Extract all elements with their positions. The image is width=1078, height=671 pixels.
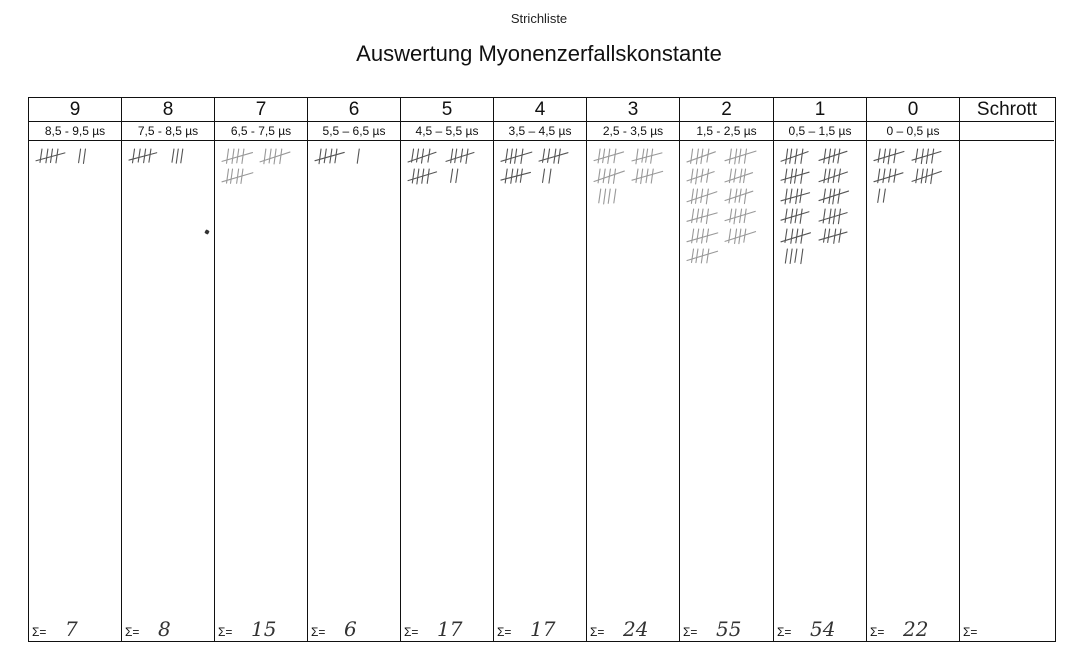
tally-svg [867, 141, 959, 619]
tally-stroke [829, 209, 831, 224]
column-0 [867, 98, 960, 641]
tally-stroke [824, 169, 826, 183]
tally-marks [587, 141, 679, 619]
sum-row [867, 619, 959, 641]
tally-stroke [176, 149, 178, 163]
column-range: 0 – 0,5 µs [867, 122, 959, 141]
tally-group-five [501, 149, 532, 163]
tally-stroke [701, 189, 703, 202]
tally-group-five [819, 229, 847, 243]
tally-slash [781, 152, 808, 162]
tally-stroke [785, 189, 787, 204]
tally-stroke [227, 149, 229, 163]
tally-stroke [50, 149, 52, 163]
tally-stroke [735, 229, 737, 244]
tally-stroke [412, 169, 414, 183]
sum-value: 54 [810, 617, 836, 641]
tally-svg [308, 141, 400, 619]
tally-stroke [548, 149, 550, 162]
column-3 [587, 98, 680, 641]
tally-stroke [427, 169, 429, 183]
tally-stroke [451, 169, 453, 182]
column-5 [401, 98, 494, 641]
column-range: 3,5 – 4,5 µs [494, 122, 586, 141]
tally-stroke [801, 169, 803, 183]
tally-group-partial [599, 189, 616, 204]
tally-group-five [594, 169, 624, 183]
tally-stroke [791, 209, 793, 223]
tally-stroke [237, 149, 239, 163]
tally-stroke [506, 149, 508, 163]
tally-stroke [520, 169, 522, 182]
column-number: 0 [867, 98, 959, 122]
column-1 [774, 98, 867, 641]
sum-value: 22 [903, 617, 929, 641]
tally-stroke [883, 169, 885, 183]
sum-row [960, 619, 1054, 641]
column-range: 6,5 - 7,5 µs [215, 122, 307, 141]
tally-slash [501, 172, 530, 180]
tally-stroke [692, 249, 694, 262]
tally-group-partial [357, 149, 359, 163]
tally-group-five [632, 169, 663, 184]
tally-stroke [883, 189, 885, 202]
tally-slash [781, 212, 809, 220]
column-9 [29, 98, 122, 641]
tally-group-five [222, 149, 252, 163]
column-number: 4 [494, 98, 586, 122]
tally-stroke [796, 229, 798, 243]
tally-stroke [691, 189, 693, 203]
tally-marks [401, 141, 493, 619]
sum-value: 8 [158, 617, 171, 641]
tally-stroke [878, 149, 880, 162]
tally-marks [774, 141, 866, 619]
tally-group-partial [451, 169, 458, 183]
tally-group-partial [79, 149, 86, 163]
column-range: 7,5 - 8,5 µs [122, 122, 214, 141]
tally-stroke [613, 169, 615, 183]
tally-group-five [725, 189, 753, 204]
sum-row [774, 619, 866, 641]
tally-stroke [785, 249, 787, 263]
tally-stroke [696, 169, 698, 184]
tally-stroke [883, 149, 885, 163]
tally-stroke [828, 229, 830, 243]
tally-svg [960, 141, 1054, 619]
tally-group-five [874, 149, 904, 164]
column-number: 9 [29, 98, 121, 122]
tally-stroke [242, 149, 244, 163]
tally-stroke [932, 149, 934, 163]
tally-stroke [916, 149, 918, 162]
tally-stroke [636, 169, 638, 183]
tally-stroke [691, 169, 693, 183]
column-number: 8 [122, 98, 214, 122]
column-6 [308, 98, 401, 641]
tally-slash [819, 232, 847, 240]
tally-group-five [781, 149, 808, 164]
tally-marks [494, 141, 586, 619]
tally-slash [687, 172, 714, 181]
tally-svg [680, 141, 773, 619]
tally-stroke [707, 249, 709, 263]
tally-stroke [701, 209, 703, 222]
sum-label: Σ= [311, 625, 326, 639]
tally-stroke [894, 149, 896, 163]
tally-slash [315, 152, 344, 160]
tally-stroke [696, 189, 698, 203]
tally-svg [587, 141, 679, 619]
sum-label: Σ= [777, 625, 792, 639]
column-number: 6 [308, 98, 400, 122]
tally-stroke [735, 149, 737, 164]
tally-group-five [687, 169, 714, 184]
tally-stroke [931, 169, 933, 184]
tally-slash [725, 191, 753, 200]
tally-stroke [838, 189, 840, 203]
tally-stroke [614, 149, 616, 163]
tally-marks [122, 141, 214, 619]
tally-marks [308, 141, 400, 619]
column-8 [122, 98, 215, 641]
tally-group-five [819, 209, 847, 224]
tally-stroke [422, 149, 424, 163]
tally-stroke [466, 149, 468, 163]
tally-slash [819, 213, 847, 221]
tally-stroke [335, 149, 337, 163]
tally-stroke [921, 149, 923, 164]
sum-value: 17 [437, 617, 463, 641]
tally-group-five [781, 169, 809, 183]
tally-svg [122, 141, 214, 619]
tally-group-five [687, 149, 715, 164]
tally-group-five [874, 169, 903, 183]
sum-value: 24 [623, 617, 649, 641]
tally-stroke [838, 209, 840, 224]
tally-stroke [543, 169, 545, 182]
column-range: 4,5 – 5,5 µs [401, 122, 493, 141]
tally-stroke [785, 169, 787, 183]
column-7 [215, 98, 308, 641]
column-schrott [960, 98, 1054, 641]
sum-row [494, 619, 586, 641]
tally-svg [401, 141, 493, 619]
tally-stroke [461, 149, 463, 162]
tally-marks [960, 141, 1054, 619]
tally-stroke [735, 189, 737, 202]
sum-label: Σ= [218, 625, 233, 639]
tally-stroke [227, 169, 229, 183]
tally-group-five [819, 189, 849, 204]
tally-stroke [455, 149, 457, 163]
tally-stroke [692, 209, 694, 223]
tally-stroke [319, 149, 321, 164]
tally-group-five [781, 229, 810, 243]
tally-stroke [56, 149, 58, 163]
tally-stroke [729, 189, 731, 203]
tally-group-five [539, 149, 568, 163]
column-number: Schrott [960, 98, 1054, 122]
tally-stroke [790, 249, 792, 263]
tally-stroke [744, 149, 746, 163]
tally-stroke [785, 209, 787, 222]
sum-label: Σ= [404, 625, 419, 639]
tally-group-five [315, 149, 344, 164]
sum-value: 17 [530, 617, 556, 641]
column-range [960, 122, 1054, 141]
tally-group-five [725, 149, 756, 164]
tally-stroke [598, 169, 600, 183]
tally-marks [680, 141, 773, 619]
tally-stroke [744, 189, 746, 204]
tally-stroke [729, 149, 731, 163]
tally-stroke [608, 189, 610, 203]
tally-stroke [264, 149, 266, 164]
tally-stroke [702, 229, 704, 243]
tally-stroke [46, 149, 48, 163]
tally-stroke [696, 249, 698, 263]
tally-stroke [456, 169, 458, 183]
tally-group-five [725, 169, 753, 183]
tally-stroke [691, 149, 693, 163]
tally-stroke [599, 189, 601, 203]
tally-stroke [823, 189, 825, 202]
tally-stroke [558, 149, 560, 163]
tally-stroke [237, 169, 239, 183]
tally-group-five [725, 209, 755, 224]
tally-group-partial [172, 149, 183, 163]
tally-group-five [222, 169, 253, 183]
sum-value: 55 [716, 617, 742, 641]
sum-row [587, 619, 679, 641]
sum-row [308, 619, 400, 641]
tally-group-five [632, 149, 662, 164]
tally-stroke [734, 169, 736, 182]
tally-group-five [36, 149, 65, 163]
tally-group-five [912, 149, 941, 164]
tally-stroke [707, 169, 709, 182]
tally-slash [819, 151, 847, 160]
tally-stroke [511, 169, 513, 183]
tally-stroke [706, 189, 708, 204]
tally-stroke [598, 149, 600, 163]
tally-stroke [324, 149, 326, 163]
tally-svg [215, 141, 307, 619]
sum-row [680, 619, 773, 641]
tally-stroke [417, 169, 419, 184]
tally-stroke [133, 149, 135, 163]
tally-stroke [921, 169, 923, 183]
tally-group-five [819, 169, 847, 183]
tally-stroke [79, 149, 81, 163]
tally-group-five [819, 149, 847, 164]
tally-group-five [260, 149, 290, 164]
column-range: 0,5 – 1,5 µs [774, 122, 866, 141]
tally-stroke [641, 169, 643, 184]
tally-stroke [800, 209, 802, 223]
tally-group-five [687, 249, 718, 263]
column-range: 8,5 - 9,5 µs [29, 122, 121, 141]
tally-stroke [696, 149, 698, 164]
tally-stroke [651, 169, 653, 183]
tally-svg [774, 141, 866, 619]
tally-stroke [823, 209, 825, 223]
sum-row [122, 619, 214, 641]
tally-stroke [791, 229, 793, 243]
tally-group-partial [543, 169, 551, 183]
tally-stroke [790, 149, 792, 163]
tally-slash [725, 173, 753, 182]
sum-label: Σ= [497, 625, 512, 639]
column-4 [494, 98, 587, 641]
tally-stroke [734, 209, 736, 224]
sum-label: Σ= [683, 625, 698, 639]
tally-group-five [408, 169, 437, 184]
sum-value: 7 [65, 617, 78, 641]
tally-group-five [129, 149, 157, 163]
tally-stroke [824, 149, 826, 163]
tally-stroke [604, 189, 606, 204]
column-number: 7 [215, 98, 307, 122]
tally-marks [867, 141, 959, 619]
tally-stroke [642, 149, 644, 162]
tally-svg [29, 141, 121, 619]
tally-stroke [269, 149, 271, 163]
tally-group-five [781, 189, 810, 204]
sum-label: Σ= [32, 625, 47, 639]
sheet-title: Auswertung Myonenzerfallskonstante [356, 41, 722, 66]
sum-label: Σ= [870, 625, 885, 639]
tally-stroke [878, 189, 880, 202]
column-number: 2 [680, 98, 773, 122]
sum-row [215, 619, 307, 641]
tally-group-five [781, 209, 809, 223]
sum-row [401, 619, 493, 641]
tally-stroke [707, 149, 709, 162]
tally-stroke [231, 169, 233, 183]
tally-slash [446, 152, 474, 161]
tally-stroke [232, 149, 234, 163]
tally-stroke [744, 209, 746, 223]
tally-stroke [791, 169, 793, 183]
tally-stroke [801, 149, 803, 163]
tally-marks [29, 141, 121, 619]
tally-stroke [829, 189, 831, 204]
tally-stroke [646, 149, 648, 162]
tally-group-five [687, 189, 717, 204]
sum-value: 6 [344, 617, 357, 641]
tally-stroke [697, 209, 699, 222]
tally-stroke [730, 209, 732, 222]
tally-stroke [824, 229, 826, 242]
tally-stroke [521, 149, 523, 163]
tally-stroke [505, 169, 507, 183]
tally-marks [215, 141, 307, 619]
tally-stroke [549, 169, 551, 183]
tally-group-partial [785, 249, 802, 264]
tally-stroke [614, 189, 616, 203]
tally-stroke [40, 149, 42, 162]
tally-group-five [725, 229, 756, 244]
column-number: 5 [401, 98, 493, 122]
tally-stroke [510, 149, 512, 163]
tally-stroke [138, 149, 140, 162]
tally-stroke [603, 149, 605, 163]
tally-group-five [594, 149, 624, 163]
tally-stroke [697, 229, 699, 242]
sum-label: Σ= [590, 625, 605, 639]
tally-stroke [801, 249, 803, 264]
tally-stroke [417, 149, 419, 162]
tally-stroke [786, 149, 788, 164]
sum-label: Σ= [963, 625, 978, 639]
tally-group-five [408, 149, 436, 163]
tally-stroke [357, 149, 359, 163]
tally-stroke [795, 249, 797, 262]
column-2 [680, 98, 774, 641]
sheet-subtitle: Strichliste [510, 11, 568, 26]
tally-stroke [839, 229, 841, 242]
column-number: 1 [774, 98, 866, 122]
tally-svg [494, 141, 586, 619]
tally-stroke [828, 169, 830, 183]
tally-slash [781, 193, 810, 201]
tally-stroke [181, 149, 183, 163]
sum-row [29, 619, 121, 641]
tally-group-five [687, 229, 718, 243]
tally-stroke [838, 149, 840, 163]
tally-stroke [149, 149, 151, 162]
tally-group-five [501, 169, 530, 183]
tally-stroke [83, 149, 85, 163]
tally-stroke [280, 149, 282, 164]
tally-stroke [172, 149, 174, 162]
column-range: 5,5 – 6,5 µs [308, 122, 400, 141]
tally-stroke [636, 149, 638, 164]
tally-stroke [889, 169, 891, 182]
tally-group-five [687, 209, 717, 224]
column-range: 1,5 - 2,5 µs [680, 122, 773, 141]
tally-group-five [446, 149, 474, 163]
sum-label: Σ= [125, 625, 140, 639]
column-range: 2,5 - 3,5 µs [587, 122, 679, 141]
sum-value: 15 [251, 617, 277, 641]
tally-stroke [451, 149, 453, 163]
tally-group-five [912, 169, 941, 184]
tally-stroke [515, 149, 517, 163]
tally-table [28, 97, 1056, 642]
tally-stroke [916, 169, 918, 183]
tally-group-partial [878, 189, 886, 202]
column-number: 3 [587, 98, 679, 122]
tally-stroke [603, 169, 605, 183]
tally-stroke [790, 189, 792, 203]
